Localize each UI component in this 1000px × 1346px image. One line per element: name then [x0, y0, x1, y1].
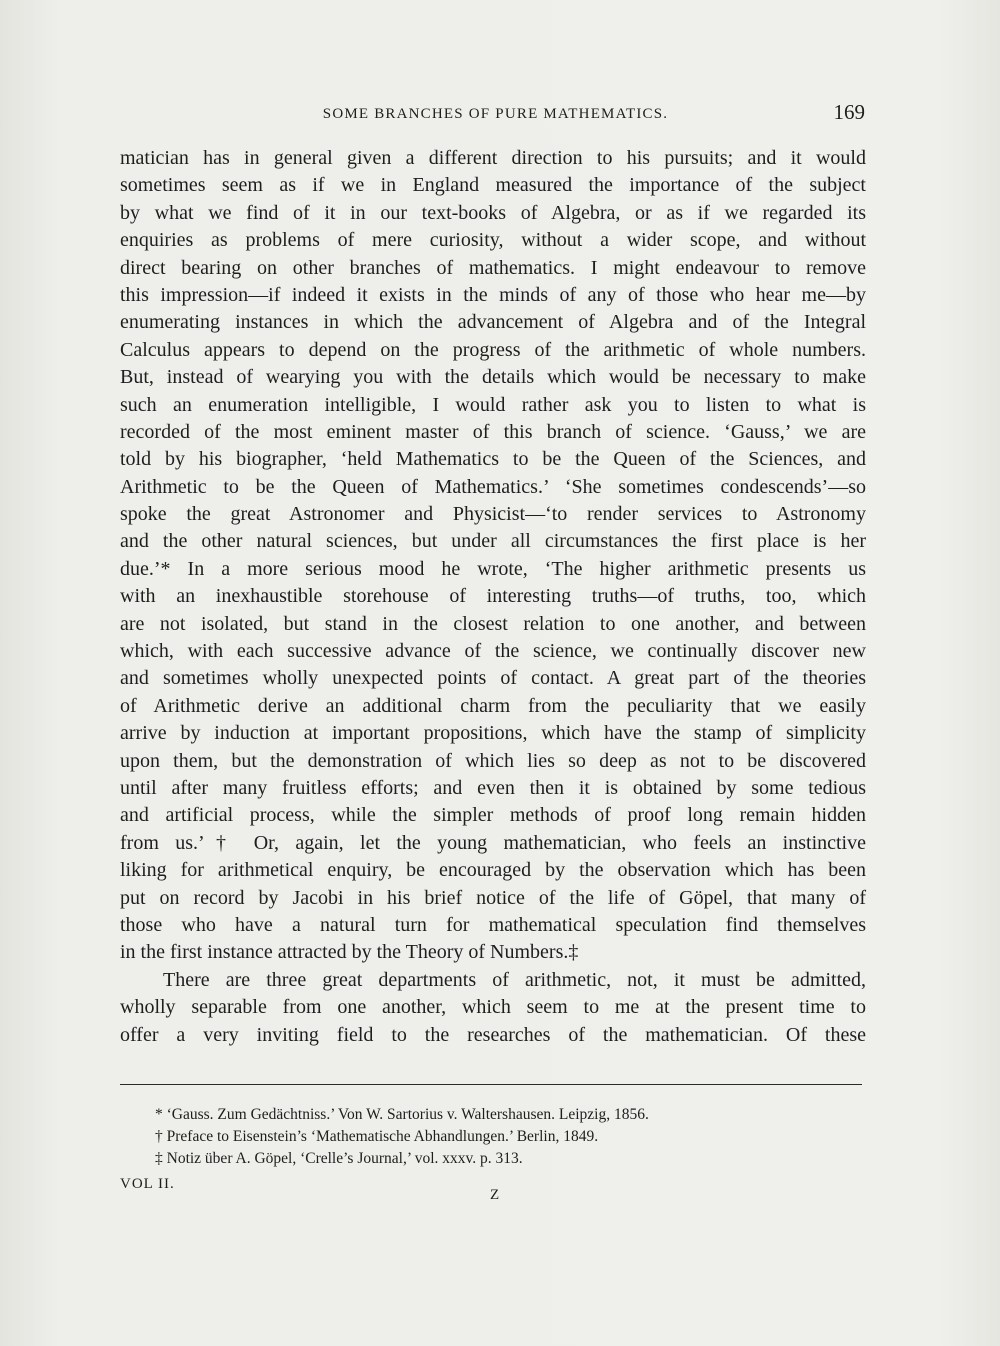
text-line: are not isolated, but stand in the closest relation to one another, and between [120, 612, 866, 635]
text-line: spoke the great Astronomer and Physicist—‘to render services to Astronomy [120, 503, 866, 526]
text-line: told by his biographer, ‘held Mathematics to be the Queen of the Sciences, and [120, 448, 866, 471]
text-line: enquiries as problems of mere curiosity, without a wider scope, and without [120, 229, 866, 252]
footnote: ‡ Notiz über A. Göpel, ‘Crelle’s Journal,’ vol. xxxv. p. 313. [155, 1150, 523, 1167]
text-line: enumerating instances in which the advancement of Algebra and of the Integral [120, 311, 866, 334]
text-line: arrive by induction at important propositions, which have the stamp of simplicity [120, 722, 866, 745]
volume-signature: VOL II. [120, 1176, 175, 1192]
text-line: Calculus appears to depend on the progress of the arithmetic of whole numbers. [120, 338, 866, 361]
footnote: * ‘Gauss. Zum Gedächtniss.’ Von W. Sartorius v. Waltershausen. Leipzig, 1856. [155, 1106, 649, 1123]
text-line: liking for arithmetical enquiry, be encouraged by the observation which has been [120, 859, 866, 882]
running-title: SOME BRANCHES OF PURE MATHEMATICS. [322, 106, 669, 122]
text-line: those who have a natural turn for mathematical speculation find themselves [120, 913, 866, 936]
text-line: this impression—if indeed it exists in the minds of any of those who hear me—by [120, 283, 866, 306]
text-line: direct bearing on other branches of mathematics. I might endeavour to remove [120, 256, 866, 279]
text-line: upon them, but the demonstration of which lies so deep as not to be discovered [120, 749, 866, 772]
footnotes [155, 1104, 855, 1170]
text-line: from us.’† Or, again, let the young mathematician, who feels an instinctive [120, 831, 866, 854]
text-line: and sometimes wholly unexpected points of contact. A great part of the theories [120, 667, 866, 690]
text-line: of Arithmetic derive an additional charm from the peculiarity that we easily [120, 694, 866, 717]
text-line: sometimes seem as if we in England measured the importance of the subject [120, 174, 866, 197]
text-line: But, instead of wearying you with the details which would be necessary to make [120, 366, 866, 389]
text-line: until after many fruitless efforts; and even then it is obtained by some tedious [120, 776, 866, 799]
footnote-rule [120, 1084, 862, 1085]
text-line: and the other natural sciences, but under all circumstances the first place is her [120, 530, 866, 553]
text-line: offer a very inviting field to the researches of the mathematician. Of these [120, 1023, 866, 1046]
gathering-signature: Z [490, 1187, 500, 1203]
text-line: by what we find of it in our text-books of Algebra, or as if we regarded its [120, 201, 866, 224]
text-line: Arithmetic to be the Queen of Mathematics.’ ‘She sometimes condescends’—so [120, 475, 866, 498]
text-line: due.’* In a more serious mood he wrote, ‘The higher arithmetic presents us [120, 557, 866, 580]
text-line: wholly separable from one another, which seem to me at the present time to [120, 996, 866, 1019]
paragraph-start-line: There are three great departments of arithmetic, not, it must be admitted, [163, 968, 866, 991]
text-line: matician has in general given a different direction to his pursuits; and it would [120, 147, 866, 169]
text-line: recorded of the most eminent master of this branch of science. ‘Gauss,’ we are [120, 420, 866, 443]
text-line: put on record by Jacobi in his brief notice of the life of Göpel, that many of [120, 886, 866, 909]
text-line: and artificial process, while the simpler methods of proof long remain hidden [120, 804, 866, 827]
footnote: † Preface to Eisenstein’s ‘Mathematische Abhandlungen.’ Berlin, 1849. [155, 1128, 599, 1145]
text-line: such an enumeration intelligible, I would rather ask you to listen to what is [120, 393, 866, 416]
page-number: 169 [833, 100, 865, 124]
paragraph-end-line: in the first instance attracted by the Theory of Numbers.‡ [120, 941, 579, 964]
running-head [120, 100, 865, 126]
text-line: with an inexhaustible storehouse of interesting truths—of truths, too, which [120, 585, 866, 608]
body-text [120, 145, 866, 1049]
text-line: which, with each successive advance of the science, we continually discover new [120, 640, 866, 663]
